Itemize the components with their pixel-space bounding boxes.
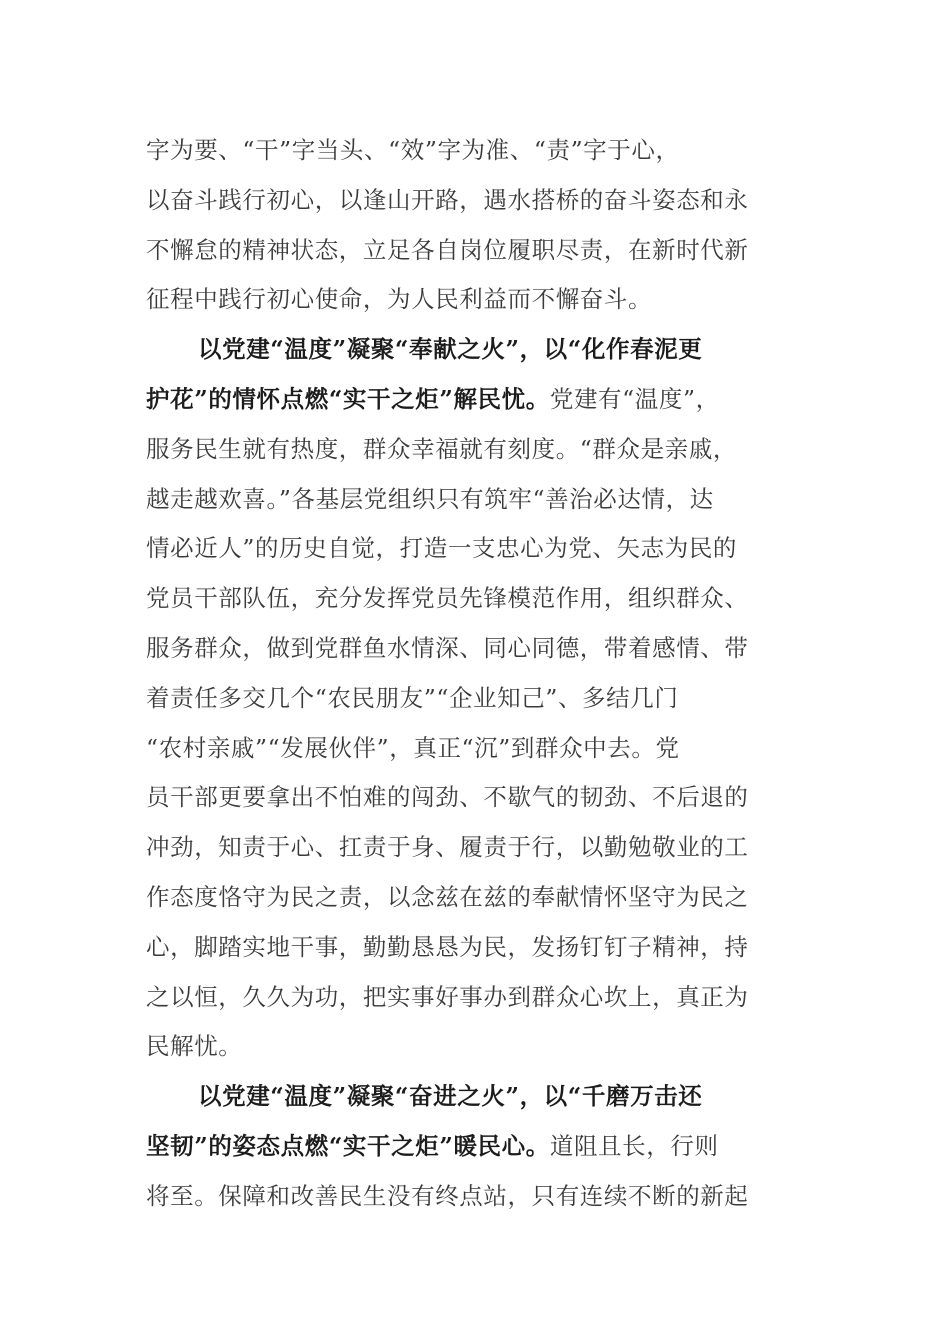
text-line: “农村亲戚”“发展伙伴”，真正“沉”到群众中去。党: [146, 733, 680, 762]
heading-text: 坚韧”的姿态点燃“实干之炬”暖民心。: [146, 1131, 550, 1160]
text-line: 心，脚踏实地干事，勤勤恳恳为民，发扬钉钉子精神，持: [146, 932, 749, 961]
text-line: 以奋斗践行初心，以逢山开路，遇水搭桥的奋斗姿态和永: [146, 185, 749, 214]
text-line: 字为要、“干”字当头、“效”字为准、“责”字于心，: [146, 136, 680, 164]
text-line: 之以恒，久久为功，把实事好事办到群众心坎上，真正为: [146, 982, 749, 1011]
text-line: 作态度恪守为民之责，以念兹在兹的奉献情怀坚守为民之: [146, 882, 749, 911]
document-body: [146, 126, 786, 1222]
text-line: 不懈怠的精神状态，立足各自岗位履职尽责，在新时代新: [146, 235, 749, 264]
text-line: 员干部更要拿出不怕难的闯劲、不歇气的韧劲、不后退的: [146, 783, 749, 812]
paragraph-heading-line: [146, 325, 786, 375]
text-line: 服务民生就有热度，群众幸福就有刻度。“群众是亲戚，: [146, 434, 738, 463]
body-text: 道阻且长，行则: [549, 1131, 719, 1160]
paragraph-heading-line: [146, 1072, 786, 1122]
text-line: 越走越欢喜。”各基层党组织只有筑牢“善治必达情，达: [146, 484, 714, 513]
paragraph-heading-line: [146, 1122, 786, 1172]
heading-text: 以党建“温度”凝聚“奉献之火”，以“化作春泥更: [198, 335, 703, 364]
heading-text: 以党建“温度”凝聚“奋进之火”，以“千磨万击还: [198, 1082, 703, 1111]
text-line: 将至。保障和改善民生没有终点站，只有连续不断的新起: [146, 1181, 749, 1210]
text-line: 冲劲，知责于心、扛责于身、履责于行，以勤勉敬业的工: [146, 833, 749, 862]
text-line: 服务群众，做到党群鱼水情深、同心同德，带着感情、带: [146, 633, 749, 662]
text-line: 征程中践行初心使命，为人民利益而不懈奋斗。: [146, 285, 653, 314]
text-line: 党员干部队伍，充分发挥党员先锋模范作用，组织群众、: [146, 584, 749, 613]
text-line: 情必近人”的历史自觉，打造一支忠心为党、矢志为民的: [146, 534, 738, 563]
text-line: 着责任多交几个“农民朋友”“企业知己”、多结几门: [146, 683, 679, 712]
heading-text: 护花”的情怀点燃“实干之炬”解民忧。: [146, 384, 550, 413]
body-text: 党建有“温度”，: [549, 384, 720, 413]
paragraph-heading-line: [146, 375, 786, 425]
text-line: 民解忧。: [146, 1032, 243, 1061]
